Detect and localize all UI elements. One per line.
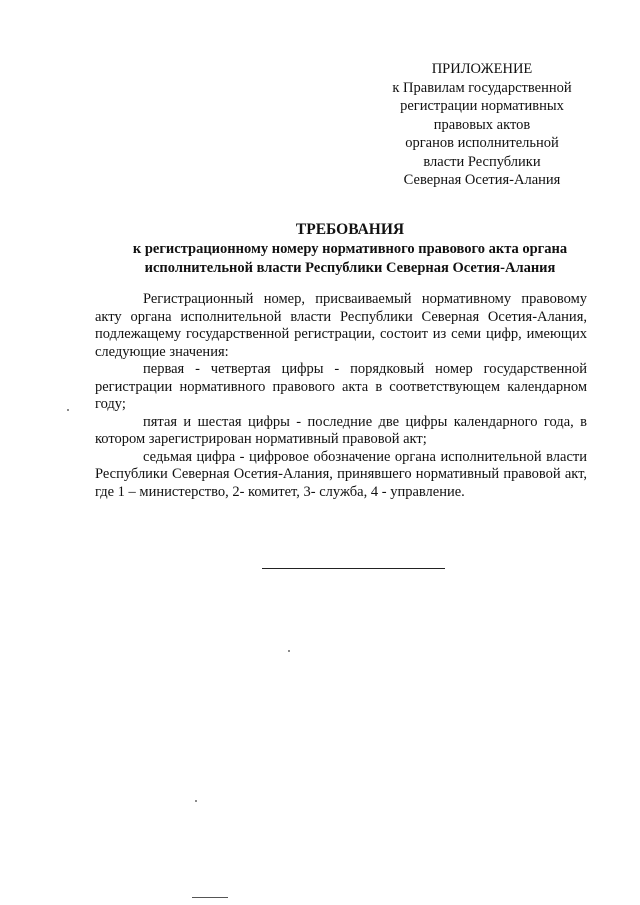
body-paragraph: седьмая цифра - цифровое обозначение органа исполнительной власти Республики Северная Осетия-Алания, принявшего нормативный правовой акт, где 1 – министерство, 2- комитет, 3- служба, 4 - управление.: [95, 448, 587, 500]
document-body: [95, 291, 587, 501]
scan-speck: [195, 800, 197, 802]
body-paragraph: пятая и шестая цифры - последние две цифры календарного года, в котором зарегистрирован нормативный правовой акт;: [95, 413, 587, 447]
appendix-line: правовых актов: [433, 116, 531, 133]
scan-speck: [67, 409, 69, 411]
body-paragraph: Регистрационный номер, присваиваемый нормативному правовому акту органа исполнительной власти Республики Северная Осетия-Алания, подлежащему государственной регистрации, состоит из семи цифр, имеющих следующие значения:: [95, 291, 587, 360]
appendix-title: ПРИЛОЖЕНИЕ: [431, 61, 533, 77]
end-separator-line: [262, 568, 445, 569]
scan-speck: [288, 650, 290, 652]
document-subtitle-line: исполнительной власти Республики Северная Осетия-Алания: [144, 260, 556, 276]
scan-mark: [192, 897, 228, 898]
appendix-block: [362, 60, 602, 190]
body-paragraph: первая - четвертая цифры - порядковый номер государственной регистрации нормативного правового акта в соответствующем календарном году;: [95, 361, 587, 412]
document-title-block: [60, 220, 640, 278]
document-subtitle-line: к регистрационному номеру нормативного правового акта органа: [132, 241, 568, 257]
appendix-line: Северная Осетия-Алания: [403, 172, 561, 188]
appendix-line: органов исполнительной: [405, 135, 559, 151]
appendix-line: регистрации нормативных: [400, 98, 564, 114]
appendix-line: власти Республики: [423, 153, 541, 170]
appendix-line: к Правилам государственной: [392, 79, 572, 96]
document-heading: ТРЕБОВАНИЯ: [295, 221, 405, 238]
